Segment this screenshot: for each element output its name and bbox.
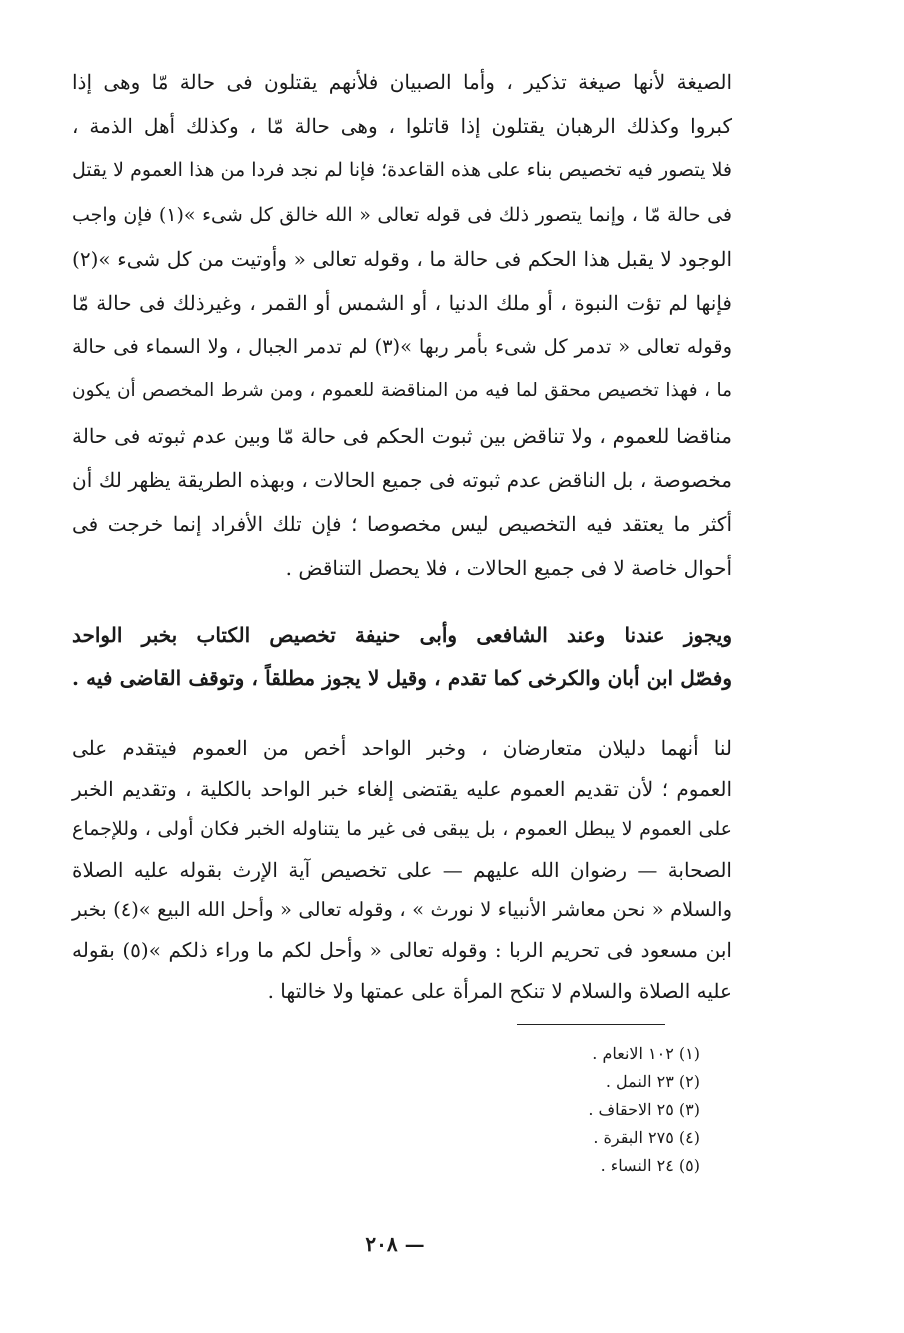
text-line: ابن مسعود فى تحريم الربا : وقوله تعالى « وأحل لكم ما وراء ذلكم »(٥) بقوله (72, 938, 732, 963)
text-line: وفصّل ابن أبان والكرخى كما تقدم ، وقيل لا يجوز مطلقاً ، وتوقف القاضى فيه . (72, 666, 732, 691)
text-line: والسلام « نحن معاشر الأنبياء لا نورث » ، وقوله تعالى « وأحل الله البيع »(٤) بخبر (72, 898, 732, 922)
text-line: لنا أنهما دليلان متعارضان ، وخبر الواحد أخص من العموم فيتقدم على (72, 736, 732, 761)
text-line: الصيغة لأنها صيغة تذكير ، وأما الصبيان فلأنهم يقتلون فى حالة مّا وهى إذا (72, 70, 732, 94)
text-line: ما ، فهذا تخصيص محقق لما فيه من المناقضة للعموم ، ومن شرط المخصص أن يكون (72, 380, 732, 402)
footnote-separator (517, 1024, 665, 1025)
paragraph-3 (72, 728, 732, 1011)
footnote: (٤) ٢٧٥ البقرة . (593, 1128, 700, 1147)
text-line: الصحابة — رضوان الله عليهم — على تخصيص آية الإرث بقوله عليه الصلاة (72, 857, 732, 882)
footnote: (٢) ٢٣ النمل . (605, 1072, 700, 1091)
paragraph-1 (72, 60, 732, 590)
page-body (72, 60, 732, 1011)
page-number: — ٢٠٨ (365, 1232, 425, 1256)
text-line: ويجوز عندنا وعند الشافعى وأبى حنيفة تخصيص الكتاب بخبر الواحد (72, 623, 732, 648)
text-line: مخصوصة ، بل الناقض عدم ثبوته فى جميع الحالات ، وبهذه الطريقة يظهر لك أن (72, 467, 732, 492)
rule-statement (72, 614, 732, 700)
footnotes-list (440, 1040, 700, 1180)
text-line: أكثر ما يعتقد فيه التخصيص ليس مخصوصا ؛ فإن تلك الأفراد إنما خرجت فى (72, 512, 732, 537)
footnote: (٣) ٢٥ الاحقاف . (588, 1100, 700, 1119)
text-line: فلا يتصور فيه تخصيص بناء على هذه القاعدة؛ فإنا لم نجد فردا من هذا العموم لا يقتل (72, 159, 732, 182)
footnote: (١) ١٠٢ الانعام . (592, 1044, 700, 1063)
footnote: (٥) ٢٤ النساء . (600, 1156, 700, 1175)
text-line: فى حالة مّا ، وإنما يتصور ذلك فى قوله تعالى « الله خالق كل شىء »(١) فإن واجب (72, 203, 732, 226)
text-line: كبروا وكذلك الرهبان يقتلون إذا قاتلوا ، وهى حالة مّا ، وكذلك أهل الذمة ، (72, 114, 732, 139)
text-line: عليه الصلاة والسلام لا تنكح المرأة على عمتها ولا خالتها . (267, 978, 732, 1003)
text-line: الوجود لا يقبل هذا الحكم فى حالة ما ، وقوله تعالى « وأوتيت من كل شىء »(٢) (72, 246, 732, 271)
text-line: فإنها لم تؤت النبوة ، أو ملك الدنيا ، أو الشمس أو القمر ، وغيرذلك فى حالة مّا (72, 291, 732, 316)
text-line: العموم ؛ لأن تقديم العموم عليه يقتضى إلغاء خبر الواحد بالكلية ، وتقديم الخبر (72, 776, 732, 801)
text-line: أحوال خاصة لا فى جميع الحالات ، فلا يحصل التناقض . (285, 556, 732, 581)
text-line: وقوله تعالى « تدمر كل شىء بأمر ربها »(٣) لم تدمر الجبال ، ولا السماء فى حالة (72, 335, 733, 359)
text-line: مناقضا للعموم ، ولا تناقض بين ثبوت الحكم فى حالة مّا وبين عدم ثبوته فى حالة (72, 423, 732, 448)
text-line: على العموم لا يبطل العموم ، بل يبقى فى غير ما يتناوله الخبر فكان أولى ، وللإجماع (72, 818, 732, 841)
